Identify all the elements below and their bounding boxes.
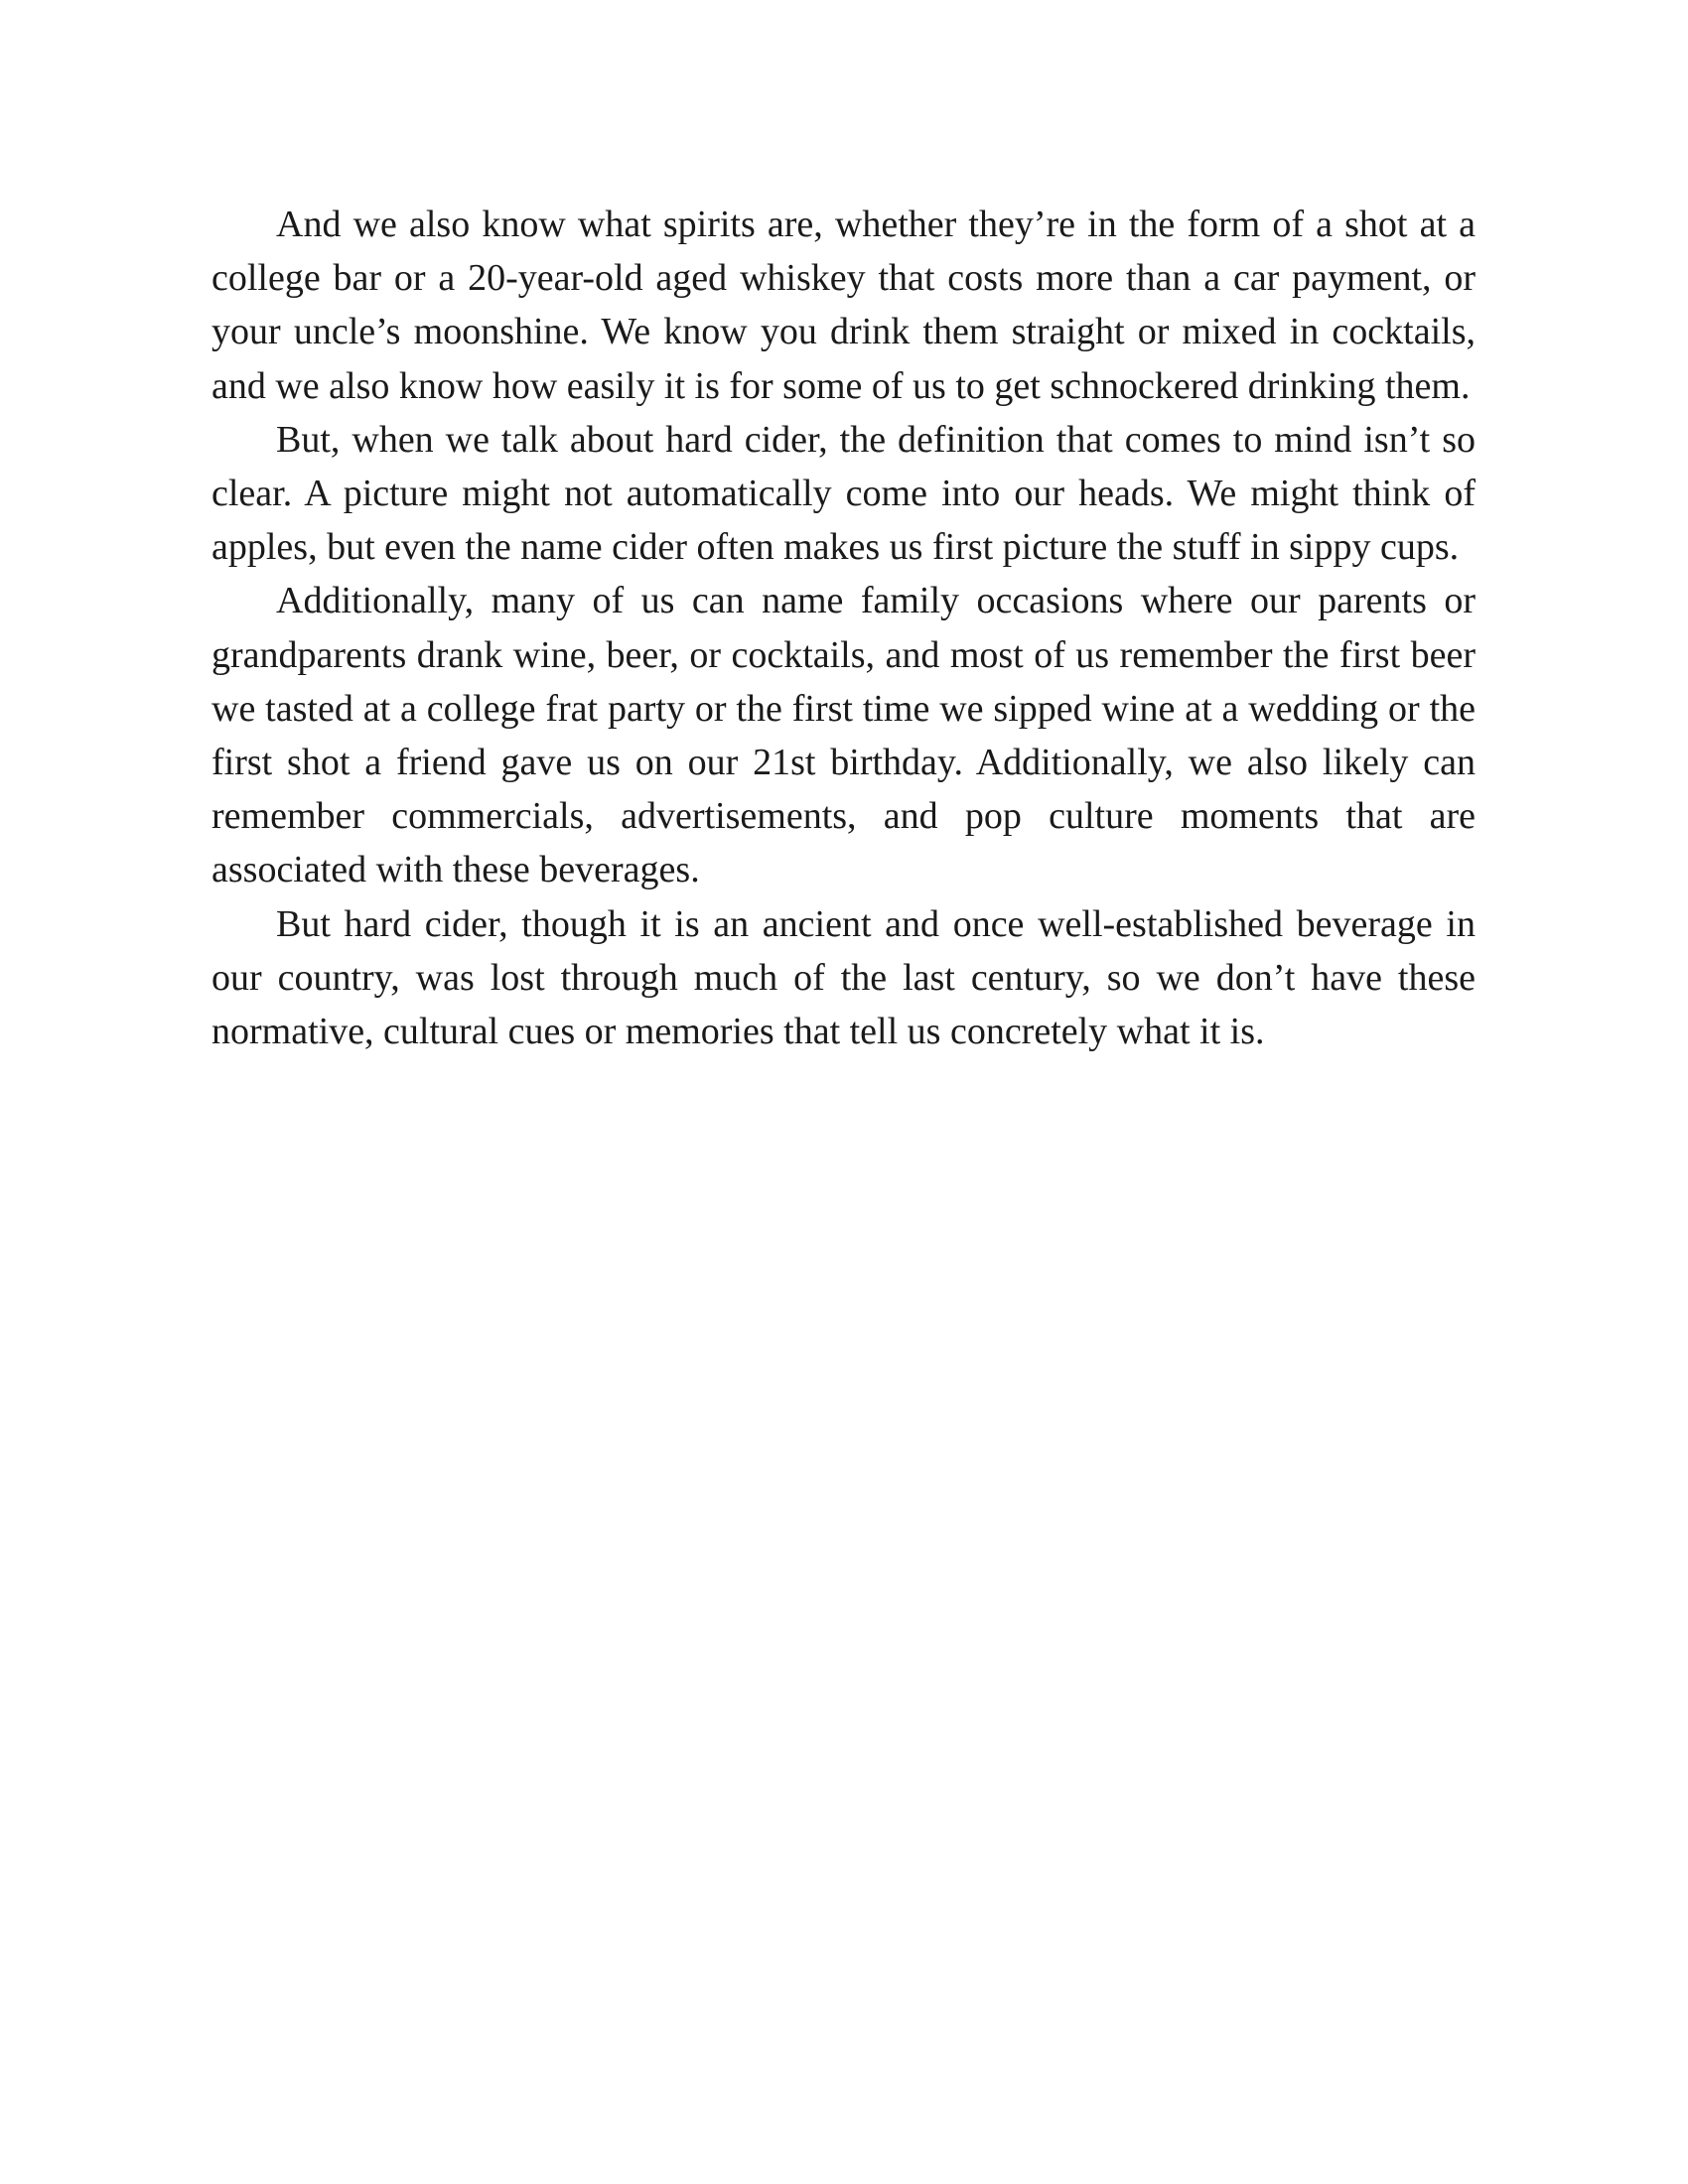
paragraph-family-occasions: Additionally, many of us can name family occasions where our parents or grandparents drank wine, beer, or cocktails, and most of us remember the first beer we tasted at a college frat party or the first time we sipped wine at a wedding or the first shot a friend gave us on our 21st birthday. Additionally, we also likely can remember commercials, advertisements, and pop culture moments that are associated with these beverages. (211, 580, 1476, 891)
body-text (211, 198, 1476, 1058)
paragraph-lost-history: But hard cider, though it is an ancient and once well-established beverage in our country, was lost through much of the last century, so we don’t have these normative, cultural cues or memories that tell us concretely what it is. (211, 902, 1476, 1053)
paragraph-hard-cider-definition: But, when we talk about hard cider, the definition that comes to mind isn’t so clear. A picture might not automatically come into our heads. We might think of apples, but even the name cider often makes us first picture the stuff in sippy cups. (211, 418, 1476, 569)
paragraph-spirits: And we also know what spirits are, whether they’re in the form of a shot at a college bar or a 20-year-old aged whiskey that costs more than a car payment, or your uncle’s moonshine. We know you drink them straight or mixed in cocktails, and we also know how easily it is for some of us to get schnockered drinking them. (211, 204, 1476, 407)
